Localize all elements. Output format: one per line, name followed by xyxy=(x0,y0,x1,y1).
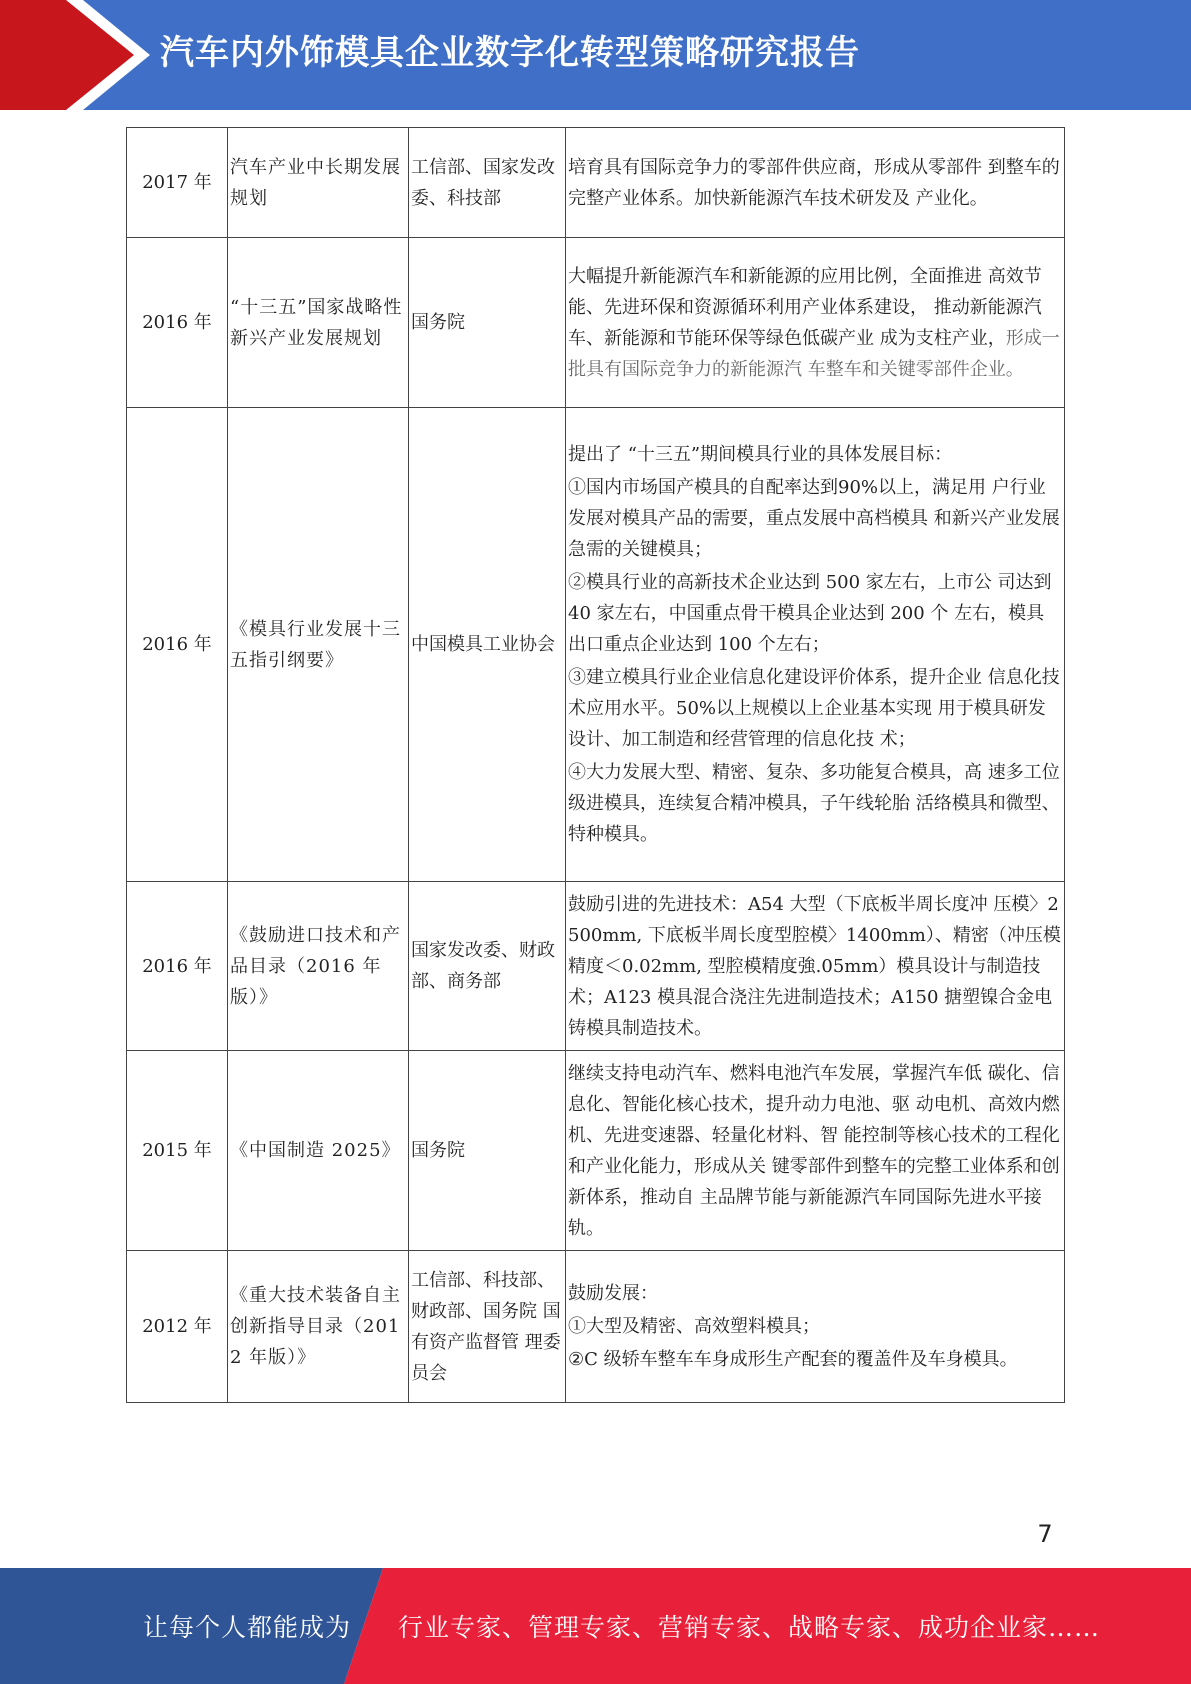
policy-table xyxy=(126,127,1065,1403)
footer-banner xyxy=(0,1568,1191,1684)
policy-name: 《重大技术装备自主创新指导目录（2012 年版）》 xyxy=(230,1285,401,1368)
department-cell: 工信部、国家发改委、科技部 xyxy=(409,128,566,238)
description-cell xyxy=(566,128,1065,238)
table-row xyxy=(127,238,1065,408)
table-row xyxy=(127,1051,1065,1251)
policy-name-cell xyxy=(228,408,409,882)
footer-slogan-right: 行业专家、管理专家、营销专家、战略专家、成功企业家…… xyxy=(398,1613,1101,1642)
policy-name: 《模具行业发展十三五指引纲要》 xyxy=(230,618,401,671)
description-paragraph xyxy=(568,261,1062,385)
description-text: ①大型及精密、高效塑料模具； xyxy=(568,1316,820,1337)
description-cell xyxy=(566,1051,1065,1251)
description-text: ④大力发展大型、精密、复杂、多功能复合模具，高 速多工位级进模具，连续复合精冲模具，子午线轮胎 活络模具和微型、特种模具。 xyxy=(568,762,1060,845)
table-row xyxy=(127,128,1065,238)
description-text: 提出了 “十三五”期间模具行业的具体发展目标： xyxy=(568,444,953,465)
department-cell: 国务院 xyxy=(409,238,566,408)
description-cell xyxy=(566,882,1065,1051)
year-cell: 2017 年 xyxy=(127,128,228,238)
description-text: 继续支持电动汽车、燃料电池汽车发展，掌握汽车低 碳化、信息化、智能化核心技术，提升动力电池、驱 动电机、高效内燃机、先进变速器、轻量化材料、智 能控制等核心技术的工程化和产业化能力，形成从关 键零部件到整车的完整工业体系和创新体系，推动自 主品牌节能与新能源汽车同国际先进水平接轨。 xyxy=(568,1062,1060,1239)
year-cell: 2012 年 xyxy=(127,1251,228,1403)
header-banner xyxy=(0,0,1191,110)
description-text: ②C 级轿车整车车身成形生产配套的覆盖件及车身模具。 xyxy=(568,1349,1018,1370)
report-title: 汽车内外饰模具企业数字化转型策略研究报告 xyxy=(160,33,860,73)
policy-name: 汽车产业中长期发展规划 xyxy=(230,156,401,209)
description-text: 培育具有国际竞争力的零部件供应商，形成从零部件 到整车的完整产业体系。加快新能源汽车技术研发及 产业化。 xyxy=(568,156,1060,209)
table-row xyxy=(127,1251,1065,1403)
description-text: ②模具行业的高新技术企业达到 500 家左右，上市公 司达到 40 家左右，中国重点骨干模具企业达到 200 个 左右，模具出口重点企业达到 100 个左右； xyxy=(568,572,1052,655)
policy-name-cell xyxy=(228,128,409,238)
table-row xyxy=(127,408,1065,882)
policy-name: 《鼓励进口技术和产品目录（2016 年版）》 xyxy=(230,924,401,1008)
policy-name-cell xyxy=(228,238,409,408)
description-text: 鼓励发展： xyxy=(568,1283,658,1304)
description-text-faded: 形成一批具有国际竞争力的新能源汽 车整车和关键零部件企业。 xyxy=(568,327,1060,380)
description-cell xyxy=(566,408,1065,882)
header-arrow-red xyxy=(0,0,134,110)
description-text: 大幅提升新能源汽车和新能源的应用比例，全面推进 高效节能、先进环保和资源循环利用产业体系建设， 推动新能源汽车、新能源和节能环保等绿色低碳产业 成为支柱产业， xyxy=(568,265,1042,349)
policy-name-cell xyxy=(228,882,409,1051)
department-cell: 国务院 xyxy=(409,1051,566,1251)
year-cell: 2016 年 xyxy=(127,882,228,1051)
policy-name-cell xyxy=(228,1251,409,1403)
policy-name: “十三五”国家战略性新兴产业发展规划 xyxy=(230,296,403,349)
footer-slogan-left: 让每个人都能成为 xyxy=(143,1613,352,1642)
description-cell xyxy=(566,1251,1065,1403)
department-cell: 工信部、科技部、 财政部、国务院 国有资产监督管 理委员会 xyxy=(409,1251,566,1403)
department-cell: 国家发改委、财政部、商务部 xyxy=(409,882,566,1051)
description-cell xyxy=(566,238,1065,408)
department-cell: 中国模具工业协会 xyxy=(409,408,566,882)
page-number: 7 xyxy=(1037,1520,1053,1548)
year-cell: 2016 年 xyxy=(127,408,228,882)
policy-name: 《中国制造 2025》 xyxy=(230,1140,401,1161)
table-row xyxy=(127,882,1065,1051)
year-cell: 2016 年 xyxy=(127,238,228,408)
description-text: ①国内市场国产模具的自配率达到90%以上，满足用 户行业发展对模具产品的需要，重点发展中高档模具 和新兴产业发展急需的关键模具； xyxy=(568,477,1060,560)
policy-name-cell xyxy=(228,1051,409,1251)
description-text: ③建立模具行业企业信息化建设评价体系，提升企业 信息化技术应用水平。50%以上规模以上企业基本实现 用于模具研发设计、加工制造和经营管理的信息化技 术； xyxy=(568,667,1060,750)
description-text: 鼓励引进的先进技术：A54 大型（下底板半周长度冲 压模〉2500mm, 下底板半周长度型腔模〉1400mm）、精密（冲压模精度＜0.02mm, 型腔模精度強.05mm）模具设计与制造技术；A123 模具混合浇注先进制造技术；A150 搪塑镍合金电铸模具制造技术。 xyxy=(568,893,1061,1039)
year-cell: 2015 年 xyxy=(127,1051,228,1251)
